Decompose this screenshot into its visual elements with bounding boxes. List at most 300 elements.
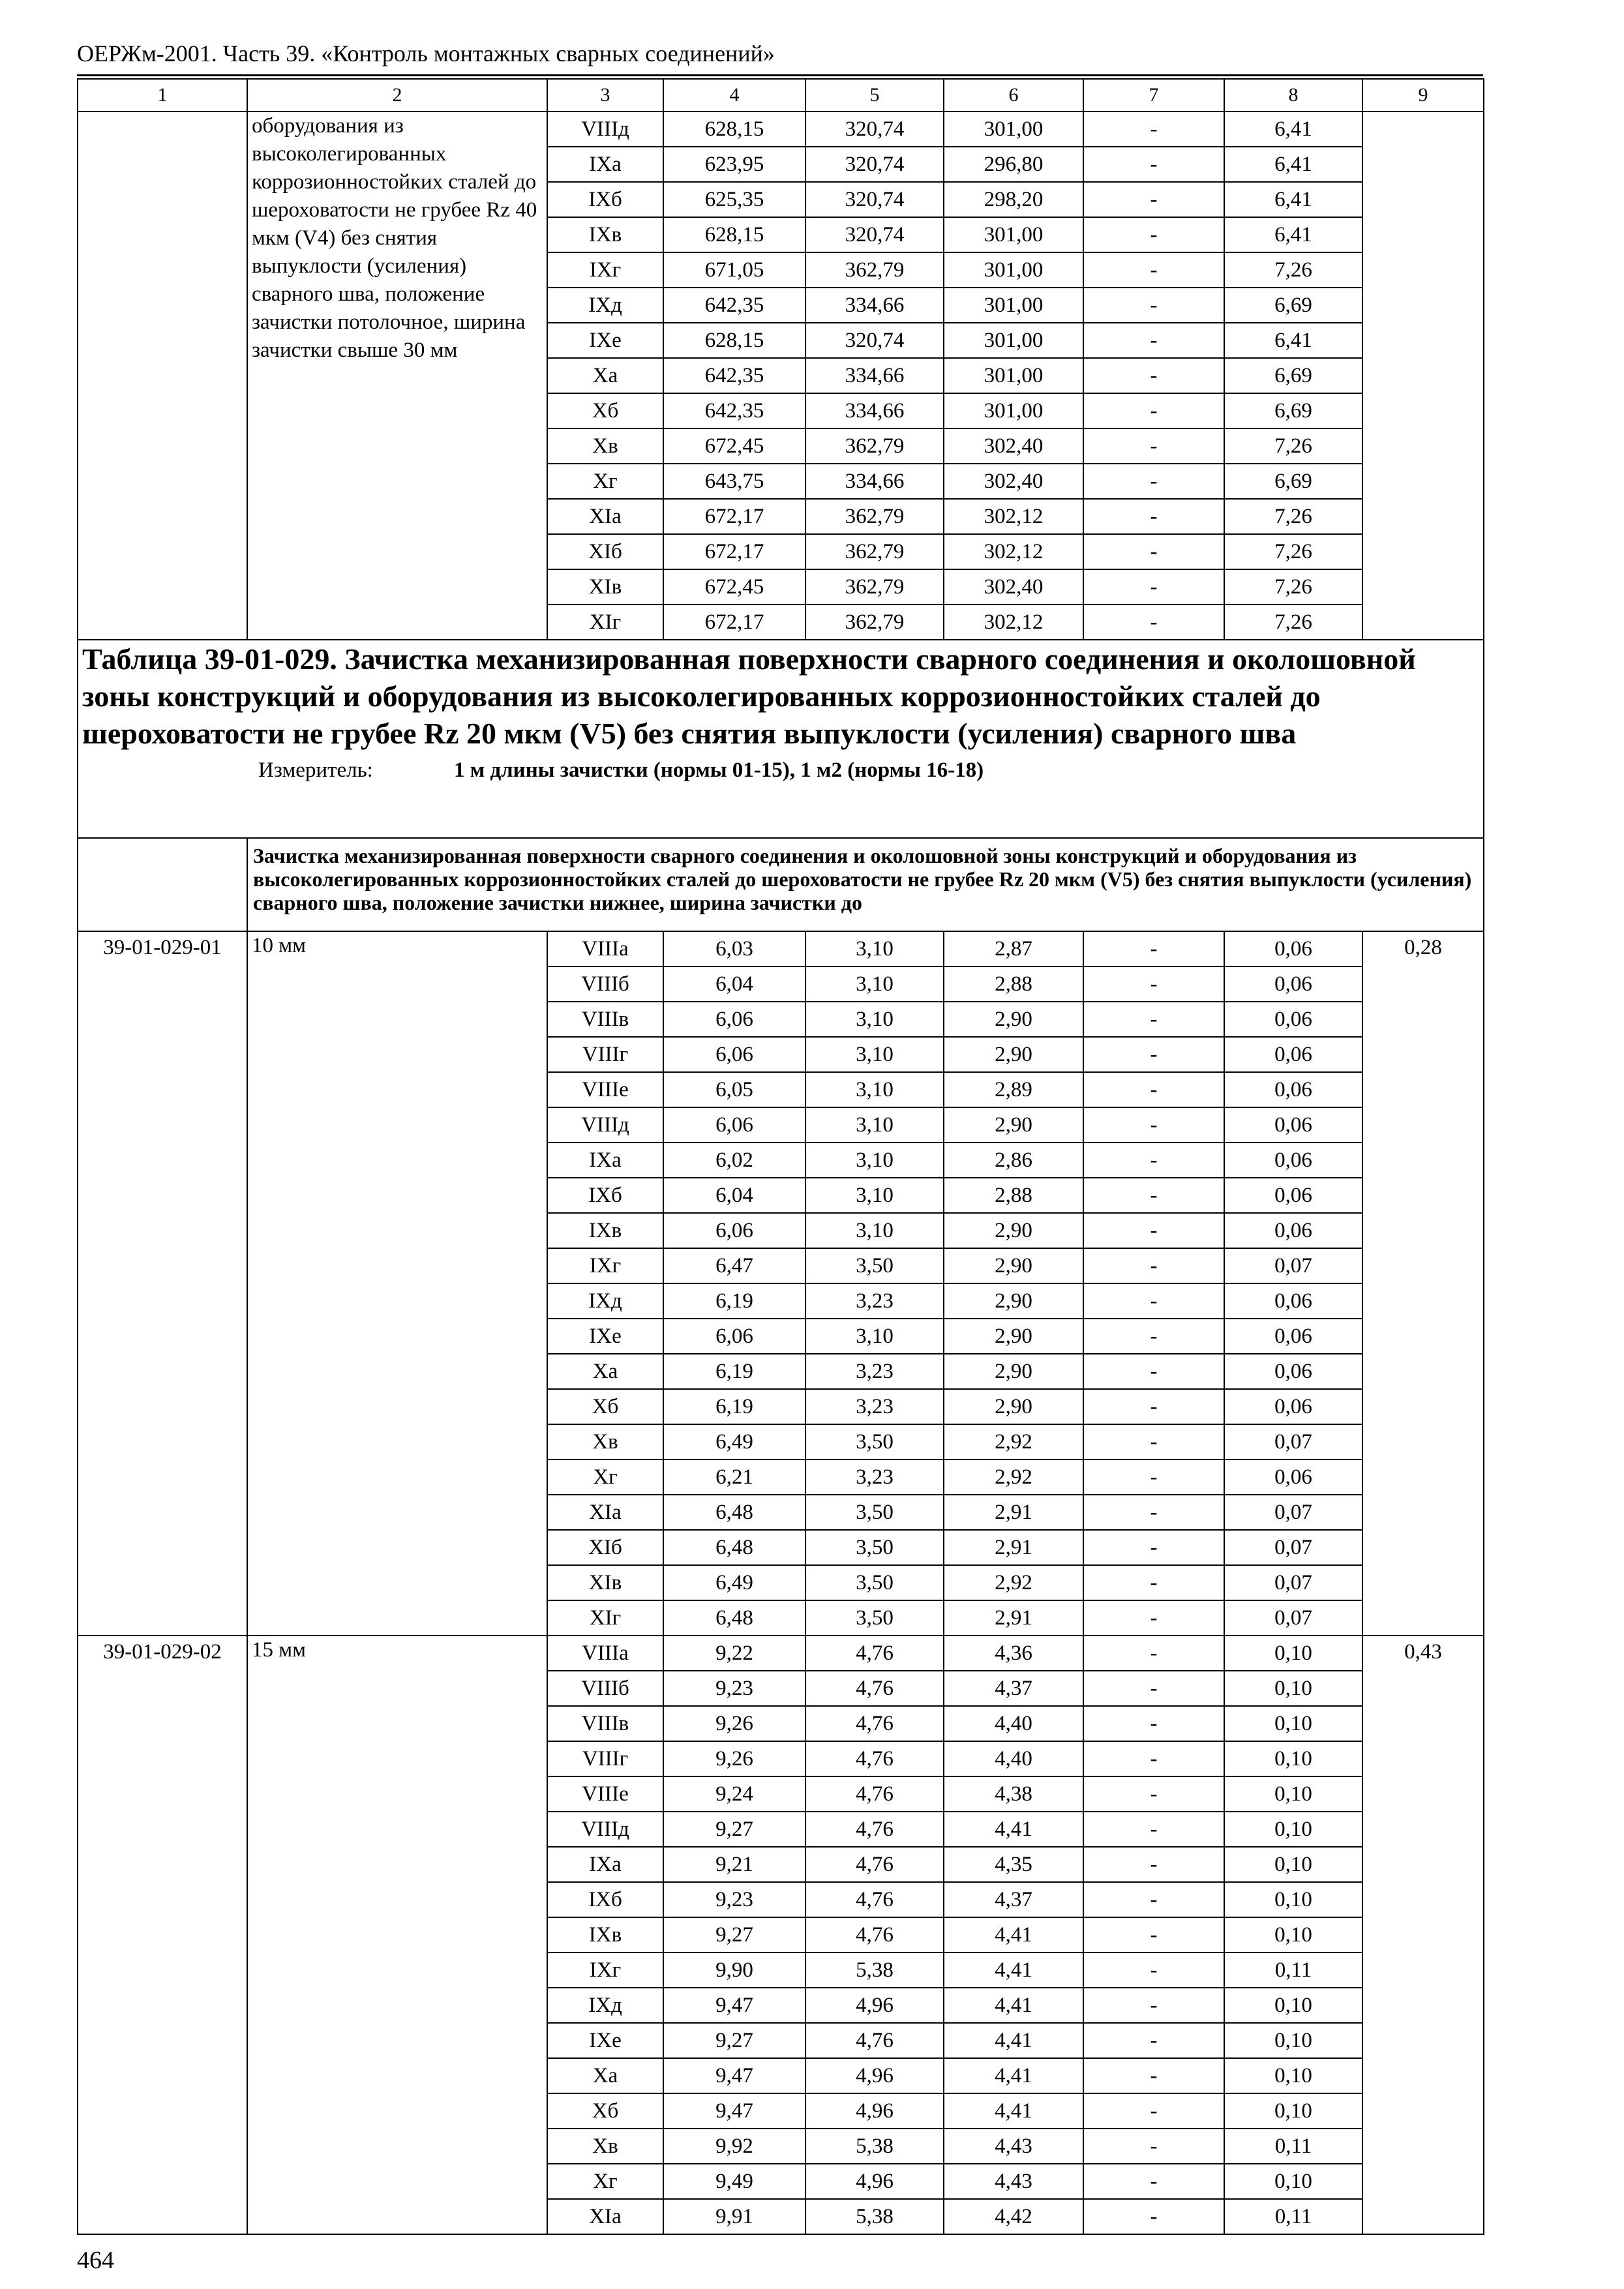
value-cell: 296,80 [944, 147, 1083, 182]
value-cell: - [1083, 323, 1224, 358]
value-cell: 6,06 [663, 1319, 805, 1354]
value-cell: 6,47 [663, 1248, 805, 1283]
class-cell: IXа [547, 147, 663, 182]
value-cell: - [1083, 1319, 1224, 1354]
rate-cell: 0,43 [1362, 1636, 1484, 2234]
class-cell: VIIIг [547, 1741, 663, 1776]
value-cell: - [1083, 1847, 1224, 1882]
value-cell: 7,26 [1224, 428, 1362, 464]
value-cell: 672,45 [663, 428, 805, 464]
class-cell: XIб [547, 534, 663, 569]
value-cell: - [1083, 931, 1224, 966]
value-cell: 4,43 [944, 2164, 1083, 2199]
value-cell: 9,23 [663, 1882, 805, 1917]
value-cell: 672,45 [663, 569, 805, 605]
value-cell: - [1083, 393, 1224, 428]
value-cell: - [1083, 1354, 1224, 1389]
class-cell: XIа [547, 1495, 663, 1530]
value-cell: 6,03 [663, 931, 805, 966]
value-cell: 2,90 [944, 1354, 1083, 1389]
table-row [78, 1636, 1484, 1671]
class-cell: VIIIд [547, 112, 663, 147]
value-cell: - [1083, 1389, 1224, 1424]
value-cell: 0,10 [1224, 1988, 1362, 2023]
section-description: Зачистка механизированная поверхности сварного соединения и околошовной зоны конструкций и оборудования из высоколегированных коррозионностойких сталей до шероховатости не грубее Rz 20 мкм (V5) без снятия выпуклости (усиления) сварного шва, положение зачистки нижнее, ширина зачистки до [247, 838, 1484, 931]
value-cell: 9,23 [663, 1671, 805, 1706]
class-cell: Xа [547, 1354, 663, 1389]
class-cell: VIIIд [547, 1107, 663, 1143]
value-cell: 0,10 [1224, 1776, 1362, 1812]
column-number: 5 [805, 79, 944, 112]
value-cell: 320,74 [805, 323, 944, 358]
value-cell: 6,05 [663, 1072, 805, 1107]
rate-cell [1362, 112, 1484, 640]
value-cell: 628,15 [663, 217, 805, 252]
value-cell: 2,90 [944, 1389, 1083, 1424]
value-cell: 3,50 [805, 1565, 944, 1600]
value-cell: 3,50 [805, 1424, 944, 1459]
value-cell: 362,79 [805, 499, 944, 534]
value-cell: - [1083, 1988, 1224, 2023]
value-cell: 4,37 [944, 1882, 1083, 1917]
value-cell: 4,36 [944, 1636, 1083, 1671]
value-cell: 4,76 [805, 1917, 944, 1952]
class-cell: VIIIб [547, 1671, 663, 1706]
value-cell: 2,91 [944, 1600, 1083, 1636]
value-cell: 2,90 [944, 1002, 1083, 1037]
class-cell: IXг [547, 252, 663, 288]
class-cell: Xб [547, 1389, 663, 1424]
class-cell: Xг [547, 464, 663, 499]
value-cell: 2,88 [944, 966, 1083, 1002]
value-cell: 4,41 [944, 1812, 1083, 1847]
column-number: 1 [78, 79, 247, 112]
class-cell: XIа [547, 499, 663, 534]
value-cell: 0,06 [1224, 1213, 1362, 1248]
value-cell: 3,10 [805, 1107, 944, 1143]
value-cell: 4,76 [805, 1741, 944, 1776]
value-cell: - [1083, 1424, 1224, 1459]
value-cell: 6,04 [663, 1178, 805, 1213]
class-cell: IXд [547, 288, 663, 323]
value-cell: 4,76 [805, 1847, 944, 1882]
value-cell: 6,06 [663, 1107, 805, 1143]
value-cell: 0,06 [1224, 1283, 1362, 1319]
value-cell: 4,35 [944, 1847, 1083, 1882]
class-cell: IXд [547, 1283, 663, 1319]
value-cell: 9,49 [663, 2164, 805, 2199]
value-cell: 3,10 [805, 931, 944, 966]
value-cell: - [1083, 1495, 1224, 1530]
value-cell: - [1083, 1706, 1224, 1741]
header-divider [77, 74, 1483, 76]
value-cell: - [1083, 112, 1224, 147]
value-cell: 3,10 [805, 1319, 944, 1354]
value-cell: 3,10 [805, 1143, 944, 1178]
value-cell: 6,19 [663, 1389, 805, 1424]
value-cell: 6,06 [663, 1213, 805, 1248]
value-cell: 9,91 [663, 2199, 805, 2234]
value-cell: 0,06 [1224, 1459, 1362, 1495]
value-cell: 9,22 [663, 1636, 805, 1671]
section-code-cell [78, 838, 247, 931]
value-cell: - [1083, 182, 1224, 217]
value-cell: 6,02 [663, 1143, 805, 1178]
class-cell: Xб [547, 2093, 663, 2129]
value-cell: 0,06 [1224, 1178, 1362, 1213]
value-cell: - [1083, 1741, 1224, 1776]
value-cell: 6,49 [663, 1565, 805, 1600]
value-cell: 3,50 [805, 1248, 944, 1283]
value-cell: 320,74 [805, 182, 944, 217]
value-cell: 2,89 [944, 1072, 1083, 1107]
value-cell: - [1083, 464, 1224, 499]
value-cell: 0,10 [1224, 2093, 1362, 2129]
class-cell: IXб [547, 1882, 663, 1917]
value-cell: 0,07 [1224, 1530, 1362, 1565]
value-cell: 320,74 [805, 147, 944, 182]
value-cell: 302,12 [944, 534, 1083, 569]
value-cell: 643,75 [663, 464, 805, 499]
class-cell: XIг [547, 605, 663, 640]
value-cell: 0,10 [1224, 1636, 1362, 1671]
class-cell: IXа [547, 1143, 663, 1178]
value-cell: 7,26 [1224, 252, 1362, 288]
value-cell: 301,00 [944, 358, 1083, 393]
class-cell: IXе [547, 323, 663, 358]
class-cell: XIв [547, 1565, 663, 1600]
value-cell: 6,48 [663, 1600, 805, 1636]
value-cell: 0,07 [1224, 1495, 1362, 1530]
class-cell: Xв [547, 428, 663, 464]
value-cell: - [1083, 605, 1224, 640]
value-cell: 9,90 [663, 1952, 805, 1988]
value-cell: 6,41 [1224, 112, 1362, 147]
table-body [78, 79, 1484, 2234]
value-cell: 362,79 [805, 252, 944, 288]
value-cell: - [1083, 1530, 1224, 1565]
value-cell: 642,35 [663, 393, 805, 428]
value-cell: - [1083, 2129, 1224, 2164]
value-cell: - [1083, 1636, 1224, 1671]
measure-line [82, 757, 1479, 783]
class-cell: XIа [547, 2199, 663, 2234]
class-cell: Xа [547, 358, 663, 393]
value-cell: 6,69 [1224, 358, 1362, 393]
value-cell: 298,20 [944, 182, 1083, 217]
class-cell: XIб [547, 1530, 663, 1565]
value-cell: 301,00 [944, 393, 1083, 428]
value-cell: 362,79 [805, 534, 944, 569]
class-cell: Xг [547, 2164, 663, 2199]
class-cell: VIIIв [547, 1002, 663, 1037]
value-cell: 2,92 [944, 1565, 1083, 1600]
value-cell: 334,66 [805, 464, 944, 499]
value-cell: - [1083, 252, 1224, 288]
value-cell: 6,48 [663, 1495, 805, 1530]
value-cell: 301,00 [944, 217, 1083, 252]
value-cell: - [1083, 428, 1224, 464]
table-row [78, 112, 1484, 147]
class-cell: VIIIб [547, 966, 663, 1002]
value-cell: 334,66 [805, 358, 944, 393]
value-cell: - [1083, 2164, 1224, 2199]
value-cell: 623,95 [663, 147, 805, 182]
value-cell: - [1083, 1812, 1224, 1847]
value-cell: 302,40 [944, 428, 1083, 464]
value-cell: 4,96 [805, 2093, 944, 2129]
measure-label: Измеритель: [258, 758, 373, 782]
value-cell: 2,92 [944, 1459, 1083, 1495]
class-cell: IXв [547, 217, 663, 252]
class-cell: IXг [547, 1248, 663, 1283]
value-cell: 302,12 [944, 605, 1083, 640]
value-cell: 9,47 [663, 1988, 805, 2023]
value-cell: 0,07 [1224, 1424, 1362, 1459]
value-cell: 4,41 [944, 1917, 1083, 1952]
value-cell: 0,10 [1224, 2164, 1362, 2199]
value-cell: 6,06 [663, 1037, 805, 1072]
value-cell: 0,10 [1224, 1671, 1362, 1706]
value-cell: 3,50 [805, 1495, 944, 1530]
value-cell: 9,47 [663, 2093, 805, 2129]
value-cell: 0,10 [1224, 1741, 1362, 1776]
value-cell: 9,27 [663, 1812, 805, 1847]
value-cell: 7,26 [1224, 534, 1362, 569]
value-cell: 2,90 [944, 1107, 1083, 1143]
value-cell: - [1083, 358, 1224, 393]
value-cell: 2,91 [944, 1495, 1083, 1530]
work-description: 10 мм [247, 931, 547, 1636]
value-cell: 9,47 [663, 2058, 805, 2093]
value-cell: 302,40 [944, 569, 1083, 605]
value-cell: - [1083, 1600, 1224, 1636]
value-cell: 302,40 [944, 464, 1083, 499]
value-cell: 9,27 [663, 1917, 805, 1952]
value-cell: 672,17 [663, 534, 805, 569]
class-cell: XIг [547, 1600, 663, 1636]
value-cell: - [1083, 1952, 1224, 1988]
value-cell: 0,10 [1224, 1812, 1362, 1847]
class-cell: VIIIа [547, 931, 663, 966]
value-cell: 3,50 [805, 1600, 944, 1636]
value-cell: 2,90 [944, 1248, 1083, 1283]
rate-cell: 0,28 [1362, 931, 1484, 1636]
value-cell: - [1083, 534, 1224, 569]
value-cell: 0,10 [1224, 2023, 1362, 2058]
class-cell: XIв [547, 569, 663, 605]
class-cell: VIIIе [547, 1072, 663, 1107]
class-cell: IXб [547, 1178, 663, 1213]
value-cell: - [1083, 499, 1224, 534]
value-cell: 0,06 [1224, 1319, 1362, 1354]
value-cell: 642,35 [663, 358, 805, 393]
value-cell: 4,76 [805, 1776, 944, 1812]
value-cell: 0,06 [1224, 1389, 1362, 1424]
class-cell: IXв [547, 1917, 663, 1952]
value-cell: 4,43 [944, 2129, 1083, 2164]
value-cell: 2,88 [944, 1178, 1083, 1213]
value-cell: 4,42 [944, 2199, 1083, 2234]
value-cell: 362,79 [805, 569, 944, 605]
section-row [78, 838, 1484, 931]
class-cell: VIIIг [547, 1037, 663, 1072]
value-cell: 4,76 [805, 1636, 944, 1671]
class-cell: Xа [547, 2058, 663, 2093]
class-cell: VIIIе [547, 1776, 663, 1812]
value-cell: - [1083, 1776, 1224, 1812]
value-cell: - [1083, 1459, 1224, 1495]
value-cell: 4,40 [944, 1706, 1083, 1741]
value-cell: 5,38 [805, 2129, 944, 2164]
column-number: 9 [1362, 79, 1484, 112]
value-cell: 3,10 [805, 966, 944, 1002]
class-cell: IXд [547, 1988, 663, 2023]
value-cell: 362,79 [805, 605, 944, 640]
value-cell: 2,90 [944, 1037, 1083, 1072]
value-cell: 628,15 [663, 112, 805, 147]
value-cell: 2,92 [944, 1424, 1083, 1459]
column-number: 8 [1224, 79, 1362, 112]
value-cell: - [1083, 1882, 1224, 1917]
value-cell: 0,06 [1224, 1037, 1362, 1072]
value-cell: 3,10 [805, 1002, 944, 1037]
value-cell: 4,76 [805, 1671, 944, 1706]
value-cell: 2,90 [944, 1283, 1083, 1319]
table-row [78, 931, 1484, 966]
value-cell: 4,96 [805, 1988, 944, 2023]
value-cell: 9,26 [663, 1741, 805, 1776]
value-cell: 5,38 [805, 1952, 944, 1988]
value-cell: 362,79 [805, 428, 944, 464]
norm-code: 39-01-029-02 [78, 1636, 247, 2234]
value-cell: - [1083, 966, 1224, 1002]
value-cell: 0,06 [1224, 966, 1362, 1002]
column-number: 4 [663, 79, 805, 112]
value-cell: 4,76 [805, 1882, 944, 1917]
value-cell: 320,74 [805, 112, 944, 147]
value-cell: 6,06 [663, 1002, 805, 1037]
value-cell: 6,41 [1224, 323, 1362, 358]
class-cell: IXе [547, 2023, 663, 2058]
class-cell: Xб [547, 393, 663, 428]
value-cell: 672,17 [663, 499, 805, 534]
value-cell: 2,86 [944, 1143, 1083, 1178]
value-cell: 0,10 [1224, 1917, 1362, 1952]
value-cell: 0,11 [1224, 2199, 1362, 2234]
value-cell: 301,00 [944, 323, 1083, 358]
value-cell: - [1083, 1565, 1224, 1600]
value-cell: 6,41 [1224, 217, 1362, 252]
value-cell: 301,00 [944, 288, 1083, 323]
value-cell: 9,27 [663, 2023, 805, 2058]
value-cell: 3,23 [805, 1283, 944, 1319]
value-cell: 3,23 [805, 1354, 944, 1389]
value-cell: - [1083, 569, 1224, 605]
value-cell: 7,26 [1224, 569, 1362, 605]
value-cell: 4,40 [944, 1741, 1083, 1776]
norm-code: 39-01-029-01 [78, 931, 247, 1636]
table-title-cell [78, 640, 1484, 838]
class-cell: IXа [547, 1847, 663, 1882]
class-cell: VIIIд [547, 1812, 663, 1847]
value-cell: 2,90 [944, 1213, 1083, 1248]
value-cell: 0,10 [1224, 1882, 1362, 1917]
value-cell: - [1083, 288, 1224, 323]
value-cell: 0,06 [1224, 1354, 1362, 1389]
column-number: 3 [547, 79, 663, 112]
class-cell: IXв [547, 1213, 663, 1248]
value-cell: 334,66 [805, 288, 944, 323]
value-cell: 302,12 [944, 499, 1083, 534]
class-cell: IXг [547, 1952, 663, 1988]
value-cell: 320,74 [805, 217, 944, 252]
value-cell: 4,41 [944, 2058, 1083, 2093]
value-cell: - [1083, 2023, 1224, 2058]
value-cell: 6,48 [663, 1530, 805, 1565]
class-cell: Xв [547, 2129, 663, 2164]
class-cell: VIIIа [547, 1636, 663, 1671]
value-cell: 6,19 [663, 1283, 805, 1319]
value-cell: 6,41 [1224, 182, 1362, 217]
value-cell: 0,06 [1224, 1002, 1362, 1037]
value-cell: 6,41 [1224, 147, 1362, 182]
value-cell: - [1083, 2058, 1224, 2093]
value-cell: 3,10 [805, 1072, 944, 1107]
class-cell: VIIIв [547, 1706, 663, 1741]
value-cell: - [1083, 147, 1224, 182]
page-header-title: ОЕРЖм-2001. Часть 39. «Контроль монтажных сварных соединений» [77, 40, 775, 67]
value-cell: 6,21 [663, 1459, 805, 1495]
value-cell: 0,07 [1224, 1565, 1362, 1600]
value-cell: 671,05 [663, 252, 805, 288]
column-number: 6 [944, 79, 1083, 112]
value-cell: - [1083, 1917, 1224, 1952]
class-cell: IXб [547, 182, 663, 217]
column-number: 7 [1083, 79, 1224, 112]
value-cell: 5,38 [805, 2199, 944, 2234]
value-cell: 3,10 [805, 1037, 944, 1072]
value-cell: - [1083, 2093, 1224, 2129]
value-cell: 4,96 [805, 2164, 944, 2199]
value-cell: 7,26 [1224, 605, 1362, 640]
value-cell: 9,26 [663, 1706, 805, 1741]
value-cell: 301,00 [944, 112, 1083, 147]
class-cell: IXе [547, 1319, 663, 1354]
value-cell: 0,10 [1224, 1847, 1362, 1882]
value-cell: 0,10 [1224, 1706, 1362, 1741]
value-cell: 3,23 [805, 1459, 944, 1495]
table-title-row [78, 640, 1484, 838]
value-cell: 3,10 [805, 1213, 944, 1248]
value-cell: - [1083, 1037, 1224, 1072]
value-cell: 6,69 [1224, 288, 1362, 323]
value-cell: - [1083, 1671, 1224, 1706]
value-cell: 4,76 [805, 1812, 944, 1847]
value-cell: 0,11 [1224, 2129, 1362, 2164]
value-cell: 2,91 [944, 1530, 1083, 1565]
value-cell: 6,69 [1224, 393, 1362, 428]
value-cell: 4,76 [805, 1706, 944, 1741]
value-cell: 0,07 [1224, 1600, 1362, 1636]
value-cell: 3,10 [805, 1178, 944, 1213]
value-cell: 4,76 [805, 2023, 944, 2058]
value-cell: 4,38 [944, 1776, 1083, 1812]
value-cell: 628,15 [663, 323, 805, 358]
value-cell: 0,06 [1224, 1072, 1362, 1107]
value-cell: 4,37 [944, 1671, 1083, 1706]
value-cell: 0,06 [1224, 1107, 1362, 1143]
